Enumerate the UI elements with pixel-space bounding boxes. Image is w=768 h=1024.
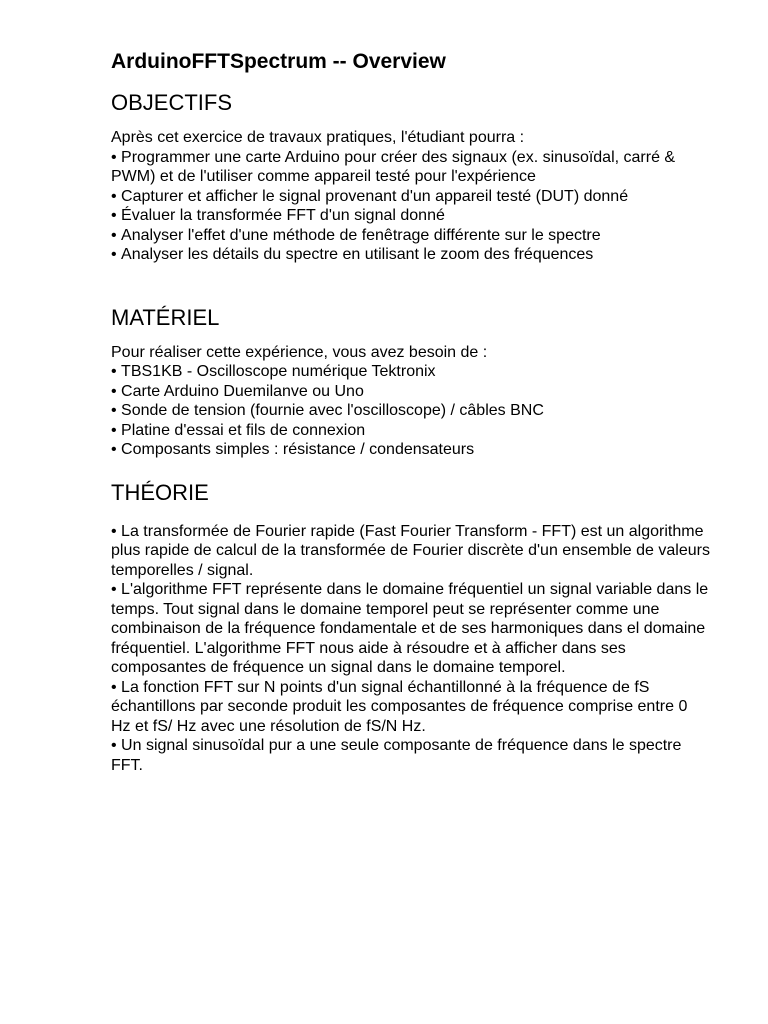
objectifs-item: • Analyser l'effet d'une méthode de fenêtrage différente sur le spectre bbox=[111, 226, 711, 246]
document-page bbox=[111, 48, 711, 775]
materiel-list bbox=[111, 362, 711, 460]
theorie-heading: THÉORIE bbox=[111, 479, 209, 505]
objectifs-intro: Après cet exercice de travaux pratiques, l'étudiant pourra : bbox=[111, 129, 525, 146]
document-title: ArduinoFFTSpectrum -- Overview bbox=[111, 50, 446, 73]
materiel-intro: Pour réaliser cette expérience, vous avez besoin de : bbox=[111, 343, 488, 361]
objectifs-section bbox=[111, 88, 711, 265]
theorie-list bbox=[111, 522, 711, 776]
theorie-item: • L'algorithme FFT représente dans le domaine fréquentiel un signal variable dans le temps. Tout signal dans le domaine temporel peut se représenter comme une combinaison de la fréquence fondamentale et de ses harmoniques dans el domaine fréquentiel. L'algorithme FFT nous aide à résoudre et à afficher dans ses composantes de fréquence un signal dans le domaine temporel. bbox=[111, 580, 711, 678]
theorie-section bbox=[111, 478, 711, 776]
theorie-item: • La transformée de Fourier rapide (Fast Fourier Transform - FFT) est un algorithme plus rapide de calcul de la transformée de Fourier discrète d'un ensemble de valeurs temporelles / signal. bbox=[111, 522, 711, 581]
materiel-item: • Sonde de tension (fournie avec l'oscilloscope) / câbles BNC bbox=[111, 401, 711, 421]
theorie-item: • La fonction FFT sur N points d'un signal échantillonné à la fréquence de fS échantillons par seconde produit les composantes de fréquence comprise entre 0 Hz et fS/ Hz avec une résolution de fS/N Hz. bbox=[111, 678, 711, 737]
materiel-item: • Composants simples : résistance / condensateurs bbox=[111, 440, 711, 460]
materiel-section bbox=[111, 303, 711, 460]
materiel-heading: MATÉRIEL bbox=[111, 304, 220, 330]
objectifs-list bbox=[111, 148, 711, 265]
materiel-item: • TBS1KB - Oscilloscope numérique Tektronix bbox=[111, 362, 711, 382]
theorie-item: • Un signal sinusoïdal pur a une seule composante de fréquence dans le spectre FFT. bbox=[111, 736, 711, 775]
materiel-item: • Carte Arduino Duemilanve ou Uno bbox=[111, 382, 711, 402]
objectifs-heading: OBJECTIFS bbox=[111, 90, 233, 115]
objectifs-item: • Analyser les détails du spectre en utilisant le zoom des fréquences bbox=[111, 245, 711, 265]
objectifs-item: • Évaluer la transformée FFT d'un signal donné bbox=[111, 206, 711, 226]
objectifs-item: • Programmer une carte Arduino pour créer des signaux (ex. sinusoïdal, carré & PWM) et de l'utiliser comme appareil testé pour l'expérience bbox=[111, 148, 711, 187]
objectifs-item: • Capturer et afficher le signal provenant d'un appareil testé (DUT) donné bbox=[111, 187, 711, 207]
materiel-item: • Platine d'essai et fils de connexion bbox=[111, 421, 711, 441]
